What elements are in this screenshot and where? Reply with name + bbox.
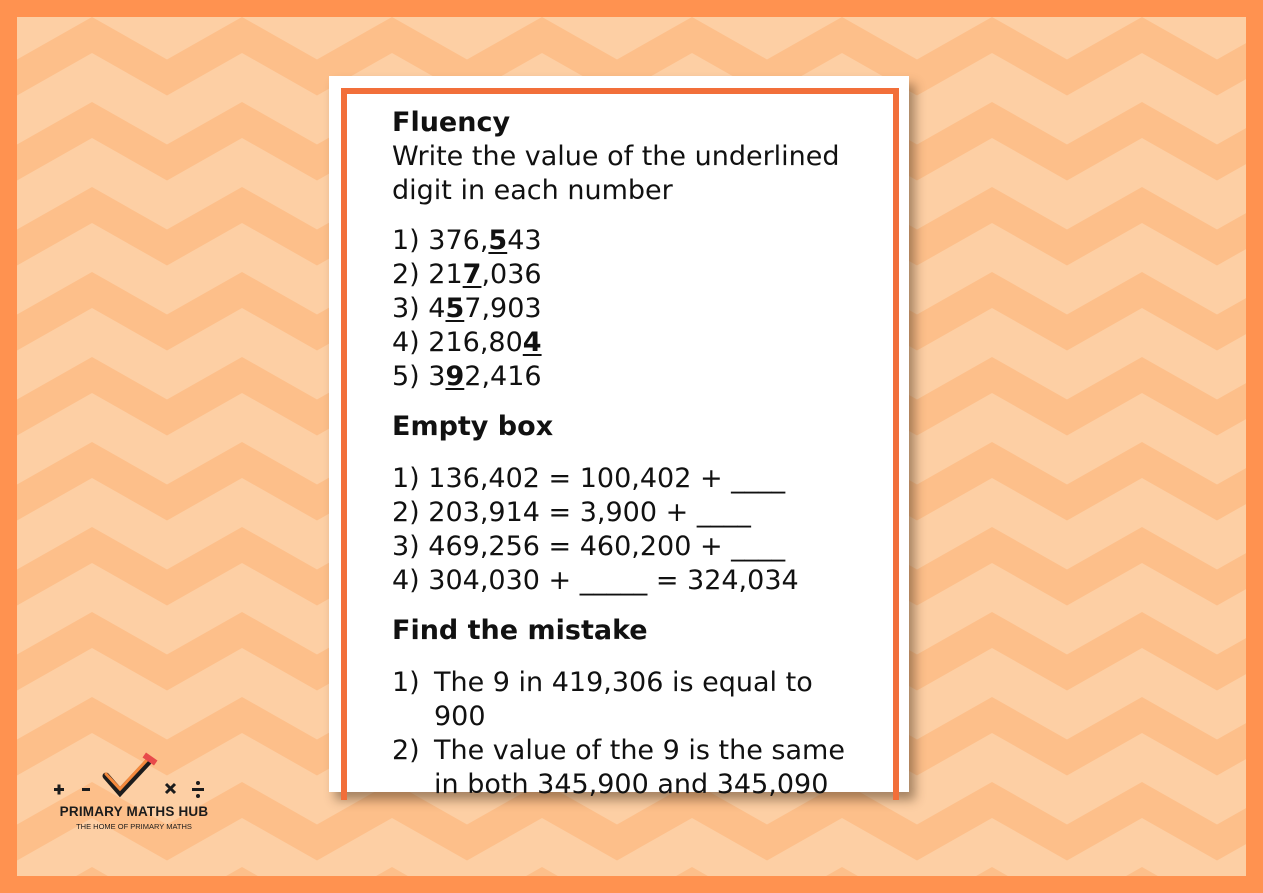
empty-box-item: 2) 203,914 = 3,900 + ____ bbox=[392, 497, 751, 528]
underlined-digit: 7 bbox=[462, 259, 482, 290]
fluency-list bbox=[392, 224, 872, 394]
worksheet-content bbox=[392, 106, 872, 800]
number-text: 4 bbox=[428, 293, 446, 324]
number-text: 2,416 bbox=[464, 361, 542, 392]
worksheet-border bbox=[341, 88, 899, 800]
fluency-item bbox=[392, 326, 872, 360]
find-mistake-heading: Find the mistake bbox=[392, 615, 648, 646]
item-number: 5) bbox=[392, 361, 429, 392]
empty-box-list bbox=[392, 462, 872, 598]
fluency-item bbox=[392, 292, 872, 326]
fluency-item bbox=[392, 224, 872, 258]
item-number: 2) bbox=[392, 259, 429, 290]
underlined-digit: 4 bbox=[522, 327, 542, 358]
item-number: 2) bbox=[392, 735, 420, 766]
number-text: 3 bbox=[428, 361, 446, 392]
number-text: 21 bbox=[428, 259, 463, 290]
underlined-digit: 9 bbox=[445, 361, 465, 392]
number-text: 43 bbox=[507, 225, 542, 256]
primary-maths-hub-logo bbox=[44, 752, 224, 842]
find-mistake-list bbox=[392, 666, 872, 800]
item-number: 1) bbox=[392, 667, 420, 698]
fluency-heading: Fluency bbox=[392, 107, 511, 138]
logo-title: PRIMARY MATHS HUB bbox=[59, 804, 209, 819]
item-number: 1) bbox=[392, 225, 429, 256]
fluency-instruction-line-2: digit in each number bbox=[392, 175, 673, 206]
worksheet-card bbox=[329, 76, 909, 800]
logo-subtitle: THE HOME OF PRIMARY MATHS bbox=[76, 822, 192, 831]
number-text: ,036 bbox=[481, 259, 542, 290]
fluency-item bbox=[392, 360, 872, 394]
empty-box-item: 3) 469,256 = 460,200 + ____ bbox=[392, 531, 786, 562]
underlined-digit: 5 bbox=[488, 225, 508, 256]
fluency-item bbox=[392, 258, 872, 292]
item-text: The value of the 9 is the same in both 345,900 and 345,090 bbox=[434, 735, 845, 800]
item-number: 4) bbox=[392, 327, 429, 358]
find-mistake-item bbox=[392, 666, 872, 734]
fluency-instruction-line-1: Write the value of the underlined bbox=[392, 141, 840, 172]
number-text: 7,903 bbox=[464, 293, 542, 324]
maths-symbols-icon bbox=[44, 752, 224, 802]
number-text: 376, bbox=[428, 225, 489, 256]
empty-box-heading: Empty box bbox=[392, 411, 554, 442]
empty-box-item: 4) 304,030 + _____ = 324,034 bbox=[392, 565, 799, 596]
empty-box-item: 1) 136,402 = 100,402 + ____ bbox=[392, 463, 786, 494]
find-mistake-item bbox=[392, 734, 872, 800]
item-text: The 9 in 419,306 is equal to 900 bbox=[434, 667, 813, 732]
number-text: 216,80 bbox=[428, 327, 523, 358]
underlined-digit: 5 bbox=[445, 293, 465, 324]
item-number: 3) bbox=[392, 293, 429, 324]
